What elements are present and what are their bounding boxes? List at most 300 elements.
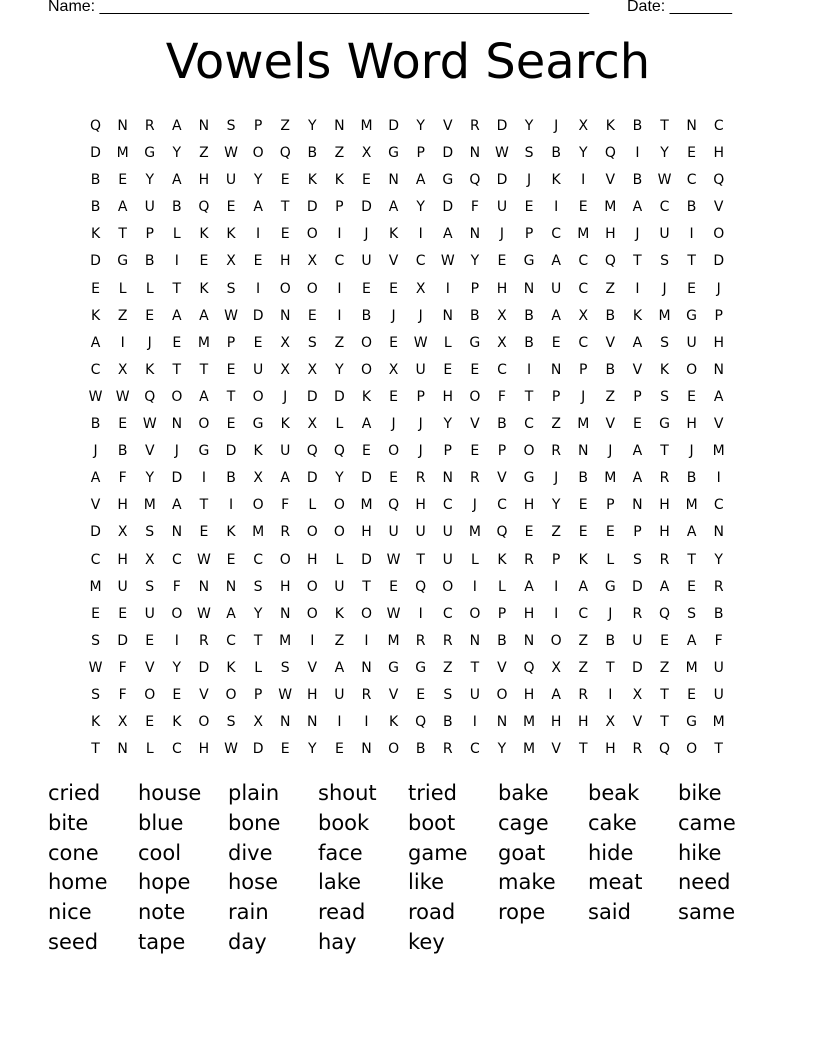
grid-letter: E: [687, 578, 697, 595]
grid-letter: D: [713, 253, 725, 270]
grid-letter: H: [550, 714, 562, 731]
grid-letter: B: [497, 632, 507, 649]
grid-letter: R: [415, 632, 426, 649]
grid-letter: B: [632, 172, 643, 189]
grid-letter: O: [442, 578, 454, 595]
grid-letter: J: [689, 443, 694, 460]
grid-letter: W: [657, 172, 672, 189]
grid-letter: S: [280, 659, 290, 676]
grid-letter: J: [608, 443, 613, 460]
grid-letter: X: [307, 416, 318, 433]
grid-letter: E: [389, 470, 398, 487]
grid-letter: T: [687, 253, 696, 270]
grid-letter: T: [524, 388, 534, 405]
grid-letter: M: [712, 443, 725, 460]
grid-letter: K: [388, 714, 399, 731]
grid-letter: L: [254, 659, 263, 676]
grid-letter: U: [415, 524, 426, 541]
grid-letter: N: [577, 443, 589, 460]
grid-letter: U: [713, 659, 724, 676]
grid-letter: Y: [470, 253, 480, 270]
grid-letter: Q: [279, 145, 291, 162]
grid-letter: R: [469, 118, 480, 134]
grid-letter: E: [145, 714, 155, 731]
grid-letter: D: [442, 199, 454, 216]
grid-letter: F: [118, 686, 127, 703]
grid-letter: N: [496, 714, 508, 731]
grid-letter: I: [174, 253, 179, 270]
grid-letter: I: [581, 172, 586, 189]
grid-letter: G: [659, 416, 670, 433]
grid-letter: Q: [659, 741, 671, 758]
grid-letter: N: [307, 714, 318, 731]
grid-letter: P: [470, 280, 480, 297]
grid-letter: L: [145, 741, 154, 758]
grid-letter: D: [117, 632, 129, 649]
grid-letter: M: [577, 416, 590, 433]
grid-letter: U: [442, 524, 453, 541]
grid-letter: K: [145, 361, 155, 378]
grid-letter: J: [581, 388, 586, 405]
grid-letter: A: [686, 632, 697, 649]
grid-letter: U: [551, 280, 562, 297]
grid-letter: S: [226, 714, 236, 731]
grid-letter: U: [496, 199, 508, 216]
grid-letter: B: [686, 470, 697, 487]
grid-letter: N: [279, 307, 291, 324]
grid-letter: V: [605, 416, 616, 433]
grid-letter: F: [470, 199, 479, 216]
grid-letter: B: [605, 307, 616, 324]
grid-letter: I: [337, 226, 342, 243]
grid-letter: O: [686, 361, 698, 378]
grid-letter: P: [416, 388, 425, 405]
grid-letter: G: [523, 470, 535, 487]
word-list-item: bake: [498, 781, 549, 805]
grid-letter: O: [360, 334, 372, 351]
grid-letter: E: [578, 497, 588, 514]
grid-letter: V: [497, 470, 507, 487]
grid-letter: V: [144, 659, 155, 676]
grid-letter: B: [361, 307, 372, 324]
grid-letter: O: [279, 280, 291, 297]
grid-letter: K: [361, 388, 372, 405]
grid-letter: T: [172, 280, 182, 297]
word-list-item: shout: [318, 781, 377, 805]
grid-letter: A: [90, 334, 101, 351]
grid-letter: B: [605, 361, 616, 378]
grid-letter: J: [662, 280, 667, 297]
grid-letter: K: [253, 443, 263, 460]
grid-letter: V: [632, 361, 643, 378]
grid-letter: P: [551, 551, 561, 568]
grid-row: [82, 628, 732, 655]
grid-letter: A: [632, 443, 643, 460]
word-list-item: lake: [318, 870, 362, 895]
grid-letter: H: [523, 605, 535, 622]
grid-letter: W: [278, 686, 293, 703]
grid-letter: B: [144, 253, 155, 270]
grid-letter: D: [361, 199, 372, 216]
grid-letter: I: [526, 361, 532, 378]
grid-letter: P: [551, 388, 561, 405]
grid-letter: T: [660, 443, 669, 460]
word-list-item: cage: [498, 810, 549, 835]
word-list-item: beak: [588, 781, 640, 805]
grid-letter: Z: [605, 388, 616, 405]
grid-letter: J: [418, 416, 423, 433]
grid-letter: C: [334, 253, 345, 270]
grid-letter: R: [524, 551, 534, 568]
grid-letter: Z: [334, 632, 345, 649]
grid-letter: E: [334, 741, 344, 758]
grid-letter: V: [307, 659, 318, 676]
word-list-item: face: [318, 840, 363, 865]
grid-letter: K: [334, 605, 344, 622]
grid-letter: U: [388, 524, 399, 541]
grid-letter: O: [469, 605, 481, 622]
word-list-item: same: [678, 900, 736, 925]
grid-letter: M: [658, 307, 671, 324]
grid-letter: N: [279, 714, 291, 731]
grid-letter: J: [526, 172, 532, 189]
grid-letter: N: [225, 578, 237, 595]
grid-letter: A: [659, 578, 670, 595]
grid-letter: T: [660, 686, 669, 703]
grid-letter: X: [307, 253, 318, 270]
grid-letter: R: [713, 578, 724, 595]
grid-letter: O: [171, 605, 183, 622]
word-list-item: nice: [48, 900, 92, 925]
grid-letter: T: [362, 578, 371, 595]
grid-letter: X: [361, 145, 372, 162]
word-list-item: note: [138, 900, 186, 925]
grid-letter: U: [280, 443, 291, 460]
grid-row: [82, 682, 732, 709]
grid-letter: T: [660, 118, 669, 134]
grid-row: [82, 248, 732, 275]
grid-letter: A: [524, 578, 534, 595]
grid-row: [82, 736, 732, 763]
grid-letter: U: [334, 686, 345, 703]
grid-letter: H: [686, 416, 697, 433]
grid-letter: D: [361, 470, 372, 487]
grid-row: [82, 709, 732, 736]
grid-letter: M: [712, 714, 725, 731]
grid-letter: S: [253, 578, 263, 595]
grid-letter: C: [524, 416, 534, 433]
grid-letter: T: [280, 199, 290, 216]
grid-letter: V: [144, 443, 155, 460]
grid-letter: N: [550, 361, 562, 378]
grid-letter: Q: [144, 388, 156, 405]
grid-letter: D: [632, 659, 643, 676]
grid-letter: H: [415, 497, 426, 514]
grid-letter: P: [633, 524, 642, 541]
grid-letter: I: [472, 578, 477, 595]
page-title: Vowels Word Search: [165, 34, 651, 90]
grid-letter: E: [389, 388, 398, 405]
grid-letter: K: [226, 659, 236, 676]
grid-letter: D: [388, 118, 399, 134]
grid-letter: J: [93, 443, 98, 460]
grid-row: [82, 519, 732, 546]
grid-letter: W: [88, 659, 103, 676]
grid-letter: N: [388, 172, 399, 189]
grid-row: [82, 384, 732, 411]
grid-letter: X: [253, 470, 263, 487]
grid-letter: B: [117, 443, 128, 460]
grid-letter: E: [199, 524, 209, 541]
word-list-item: hike: [678, 840, 722, 865]
grid-letter: S: [660, 334, 669, 351]
grid-letter: V: [713, 199, 724, 216]
grid-letter: G: [388, 659, 399, 676]
grid-letter: P: [714, 307, 723, 324]
grid-letter: S: [660, 388, 669, 405]
grid-letter: A: [686, 524, 697, 541]
grid-letter: Z: [280, 118, 290, 134]
grid-row: [82, 574, 732, 601]
grid-letter: N: [523, 280, 535, 297]
grid-letter: U: [334, 578, 345, 595]
grid-letter: Z: [605, 280, 616, 297]
grid-letter: K: [90, 307, 101, 324]
grid-letter: V: [90, 497, 101, 514]
grid-letter: S: [145, 524, 155, 541]
word-list-item: rope: [498, 900, 546, 925]
grid-letter: E: [687, 388, 697, 405]
grid-letter: K: [605, 118, 615, 134]
grid-letter: D: [90, 524, 101, 541]
grid-letter: J: [554, 118, 559, 134]
grid-letter: D: [306, 199, 318, 216]
grid-letter: K: [497, 551, 507, 568]
grid-letter: B: [226, 470, 236, 487]
grid-letter: R: [632, 741, 643, 758]
grid-letter: S: [687, 605, 697, 622]
grid-letter: C: [171, 551, 182, 568]
grid-letter: A: [442, 226, 453, 243]
grid-letter: B: [551, 145, 561, 162]
grid-letter: W: [88, 388, 103, 405]
grid-letter: C: [442, 497, 453, 514]
grid-letter: E: [362, 172, 371, 189]
grid-letter: K: [307, 172, 317, 189]
grid-letter: P: [416, 145, 425, 162]
grid-letter: M: [523, 741, 536, 758]
grid-letter: B: [497, 416, 507, 433]
word-list-item: came: [678, 810, 736, 835]
grid-letter: L: [335, 551, 344, 568]
grid-letter: O: [388, 443, 400, 460]
grid-letter: Y: [172, 659, 182, 676]
grid-letter: M: [197, 334, 210, 351]
grid-letter: E: [497, 253, 507, 270]
grid-letter: J: [716, 280, 721, 297]
grid-letter: C: [90, 361, 101, 378]
grid-letter: L: [498, 578, 506, 595]
grid-letter: E: [443, 361, 453, 378]
grid-letter: A: [551, 307, 561, 324]
grid-letter: D: [252, 741, 264, 758]
grid-letter: I: [337, 714, 342, 731]
grid-letter: U: [361, 253, 372, 270]
grid-letter: T: [172, 361, 182, 378]
grid-letter: F: [172, 578, 181, 595]
grid-letter: H: [577, 714, 589, 731]
grid-letter: C: [226, 632, 236, 649]
grid-letter: B: [470, 307, 480, 324]
word-list-item: bone: [228, 810, 281, 835]
grid-letter: N: [171, 524, 183, 541]
grid-letter: P: [606, 497, 615, 514]
grid-letter: U: [225, 172, 237, 189]
grid-letter: A: [280, 470, 290, 487]
grid-letter: W: [224, 307, 238, 324]
grid-letter: M: [577, 226, 590, 243]
grid-letter: O: [252, 497, 264, 514]
word-list-item: plain: [228, 781, 280, 805]
grid-letter: O: [469, 388, 481, 405]
grid-letter: A: [632, 334, 643, 351]
grid-letter: E: [307, 307, 317, 324]
grid-letter: O: [225, 686, 237, 703]
grid-letter: I: [120, 334, 125, 351]
word-list-item: game: [408, 840, 468, 865]
grid-letter: U: [252, 361, 264, 378]
grid-letter: O: [306, 578, 318, 595]
grid-letter: P: [497, 443, 507, 460]
grid-letter: B: [90, 199, 101, 216]
grid-letter: M: [604, 470, 617, 487]
grid-letter: T: [606, 659, 615, 676]
grid-letter: Q: [523, 659, 535, 676]
grid-letter: O: [198, 714, 210, 731]
grid-letter: H: [117, 497, 128, 514]
grid-letter: C: [578, 253, 589, 270]
grid-letter: K: [172, 714, 182, 731]
grid-letter: M: [523, 714, 536, 731]
grid-row: [82, 167, 732, 194]
grid-letter: A: [172, 172, 182, 189]
grid-letter: K: [334, 172, 344, 189]
grid-row: [82, 140, 732, 167]
grid-letter: M: [685, 659, 698, 676]
grid-letter: Y: [145, 172, 155, 189]
grid-letter: A: [334, 659, 345, 676]
grid-letter: Y: [416, 199, 425, 216]
grid-letter: D: [225, 443, 237, 460]
grid-letter: Z: [659, 659, 670, 676]
grid-letter: A: [253, 199, 263, 216]
grid-letter: E: [687, 686, 697, 703]
grid-letter: R: [578, 686, 589, 703]
grid-letter: D: [306, 470, 318, 487]
grid-letter: D: [252, 307, 264, 324]
grid-letter: C: [686, 172, 697, 189]
grid-letter: Q: [415, 714, 427, 731]
grid-letter: O: [360, 361, 372, 378]
grid-letter: F: [118, 659, 127, 676]
grid-letter: E: [226, 551, 236, 568]
word-list-item: cone: [48, 840, 99, 865]
grid-letter: Y: [551, 497, 561, 514]
grid-letter: B: [632, 118, 643, 134]
grid-letter: I: [256, 280, 261, 297]
grid-letter: E: [524, 199, 534, 216]
grid-letter: Y: [524, 118, 534, 134]
word-list-item: said: [588, 900, 631, 925]
grid-letter: H: [713, 334, 724, 351]
grid-letter: X: [117, 714, 128, 731]
grid-letter: Z: [199, 145, 209, 162]
grid-letter: T: [633, 253, 642, 270]
grid-letter: H: [279, 578, 291, 595]
grid-letter: C: [578, 334, 589, 351]
word-list-item: cried: [48, 781, 101, 805]
grid-letter: E: [362, 280, 371, 297]
grid-letter: J: [608, 605, 613, 622]
grid-letter: Y: [443, 416, 453, 433]
grid-letter: E: [253, 253, 263, 270]
grid-letter: B: [415, 741, 426, 758]
grid-letter: T: [470, 659, 480, 676]
grid-letter: A: [361, 416, 372, 433]
grid-letter: N: [713, 524, 724, 541]
grid-letter: E: [551, 334, 561, 351]
grid-letter: H: [523, 497, 535, 514]
grid-letter: E: [118, 172, 128, 189]
grid-letter: S: [307, 334, 317, 351]
grid-letter: X: [280, 334, 290, 351]
grid-letter: W: [440, 253, 455, 270]
grid-letter: T: [226, 388, 236, 405]
grid-letter: R: [199, 632, 209, 649]
grid-letter: M: [143, 497, 156, 514]
grid-letter: K: [551, 172, 561, 189]
grid-letter: A: [551, 253, 561, 270]
word-list-item: house: [138, 781, 202, 805]
grid-letter: C: [90, 551, 101, 568]
grid-letter: O: [550, 632, 562, 649]
grid-letter: X: [307, 361, 318, 378]
grid-letter: N: [686, 118, 697, 134]
grid-letter: T: [118, 226, 127, 243]
grid-letter: K: [90, 714, 101, 731]
grid-letter: X: [497, 307, 507, 324]
grid-letter: X: [117, 524, 128, 541]
grid-letter: G: [198, 443, 210, 460]
grid-letter: P: [579, 361, 588, 378]
word-list-item: seed: [48, 929, 99, 954]
grid-letter: E: [118, 605, 128, 622]
grid-letter: Q: [604, 145, 616, 162]
grid-letter: N: [171, 416, 183, 433]
grid-letter: S: [145, 578, 155, 595]
grid-letter: I: [228, 497, 234, 514]
grid-letter: Q: [496, 524, 508, 541]
grid-letter: J: [635, 226, 640, 243]
grid-letter: G: [523, 253, 535, 270]
grid-row: [82, 276, 732, 303]
grid-letter: I: [256, 226, 261, 243]
grid-letter: U: [415, 361, 426, 378]
grid-letter: A: [632, 199, 643, 216]
grid-letter: H: [496, 280, 508, 297]
grid-letter: R: [415, 470, 426, 487]
grid-letter: U: [659, 226, 670, 243]
